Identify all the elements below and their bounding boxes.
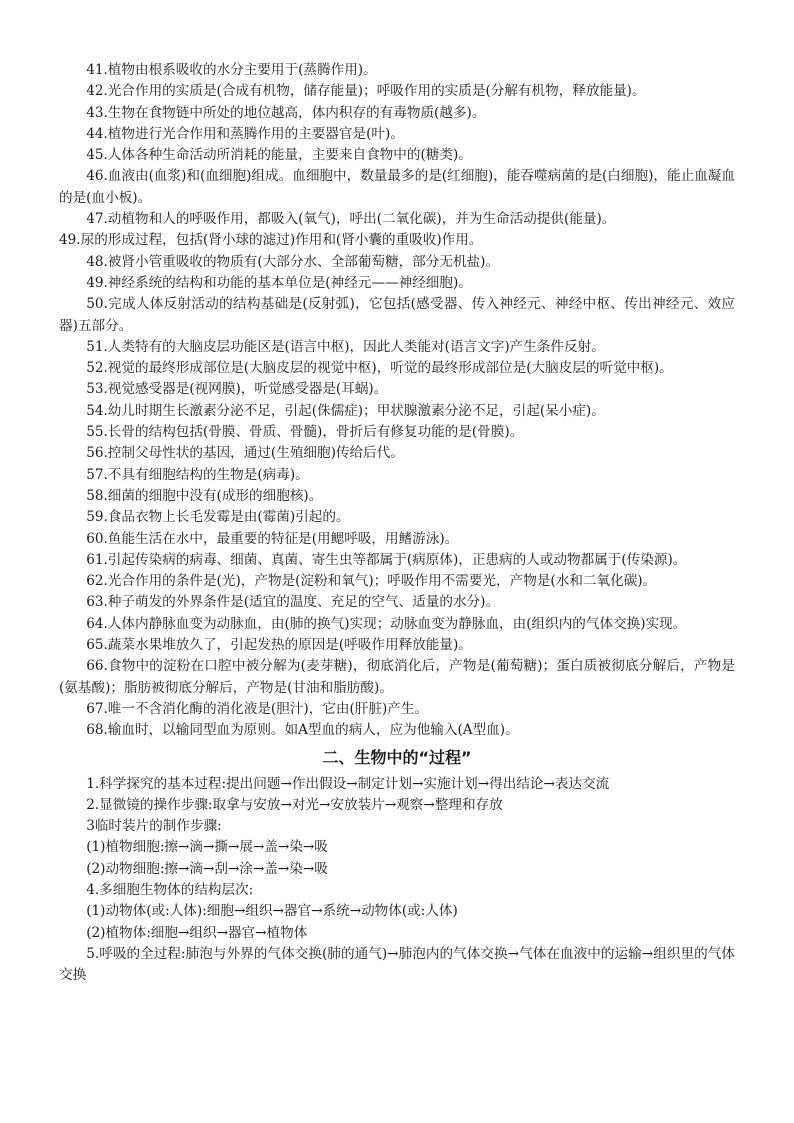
list-item: 60.鱼能生活在水中，最重要的特征是(用鳃呼吸，用鳍游泳)。 (86, 530, 459, 547)
list-item: 5.呼吸的全过程:肺泡与外界的气体交换(肺的通气)→肺泡内的气体交换→气体在血液中的运输→组织里的气体交换 (59, 945, 735, 984)
list-item: (2)动物细胞:擦→滴→刮→涂→盖→染→吸 (86, 860, 328, 877)
list-item: 42.光合作用的实质是(合成有机物，储存能量)；呼吸作用的实质是(分解有机物，释放能量)。 (86, 83, 646, 100)
list-item: 64.人体内静脉血变为动脉血，由(肺的换气)实现；动脉血变为静脉血，由(组织内的气体交换)实现。 (86, 615, 687, 632)
list-item: 55.长骨的结构包括(骨膜、骨质、骨髓)，骨折后有修复功能的是(骨膜)。 (86, 424, 524, 441)
list-item: 59.食品衣物上长毛发霉是由(霉菌)引起的。 (86, 509, 350, 526)
list-item: 45.人体各种生命活动所消耗的能量，主要来自食物中的(糖类)。 (86, 147, 472, 164)
list-item: 2.显微镜的操作步骤:取拿与安放→对光→安放装片→观察→整理和存放 (86, 796, 503, 813)
list-item: 52.视觉的最终形成部位是(大脑皮层的视觉中枢)，听觉的最终形成部位是(大脑皮层的听觉中枢)。 (86, 360, 673, 377)
list-item: 1.科学探究的基本过程:提出问题→作出假设→制定计划→实施计划→得出结论→表达交流 (86, 775, 610, 792)
knowledge-list-part1 (59, 60, 735, 742)
list-item: 54.幼儿时期生长激素分泌不足，引起(侏儒症)；甲状腺激素分泌不足，引起(呆小症)。 (86, 402, 605, 419)
list-item: 57.不具有细胞结构的生物是(病毒)。 (86, 466, 309, 483)
document-page (59, 60, 735, 986)
list-item: 44.植物进行光合作用和蒸腾作用的主要器官是(叶)。 (86, 125, 404, 142)
list-item: 43.生物在食物链中所处的地位越高，体内积存的有毒物质(越多)。 (86, 104, 486, 121)
list-item: 65.蔬菜水果堆放久了，引起发热的原因是(呼吸作用释放能量)。 (86, 637, 472, 654)
list-item: (1)植物细胞:擦→滴→撕→展→盖→染→吸 (86, 839, 328, 856)
list-item: 67.唯一不含消化酶的消化液是(胆汁)，它由(肝脏)产生。 (86, 700, 429, 717)
list-item: 61.引起传染病的病毒、细菌、真菌、寄生虫等都属于(病原体)，正患病的人或动物都属于(传染源)。 (86, 551, 687, 568)
list-item: (2)植物体:细胞→组织→器官→植物体 (86, 924, 308, 941)
list-item: 68.输血时，以输同型血为原则。如A型血的病人，应为他输入(A型血)。 (86, 722, 519, 739)
list-item: 53.视觉感受器是(视网膜)，听觉感受器是(耳蜗)。 (86, 381, 388, 398)
list-item: 46.血液由(血浆)和(血细胞)组成。血细胞中，数量最多的是(红细胞)，能吞噬病菌的是(白细胞)，能止血凝血的是(血小板)。 (59, 168, 735, 206)
list-item: 49.神经系统的结构和功能的基本单位是(神经元——神经细胞)。 (86, 274, 472, 291)
list-item: 4.多细胞生物体的结构层次: (86, 881, 254, 898)
list-item: 63.种子萌发的外界条件是(适宜的温度、充足的空气、适量的水分)。 (86, 594, 500, 611)
list-item: 3临时装片的制作步骤: (86, 818, 222, 835)
list-item: 56.控制父母性状的基因，通过(生殖细胞)传给后代。 (86, 445, 404, 462)
list-item: 58.细菌的细胞中没有(成形的细胞核)。 (86, 487, 323, 504)
list-item: 51.人类特有的大脑皮层功能区是(语言中枢)，因此人类能对(语言文字)产生条件反射。 (86, 338, 605, 355)
list-item: 66.食物中的淀粉在口腔中被分解为(麦芽糖)，彻底消化后，产物是(葡萄糖)；蛋白质被彻底分解后，产物是(氨基酸)；脂肪被彻底分解后，产物是(甘油和脂肪酸)。 (59, 658, 735, 696)
list-item: 47.动植物和人的呼吸作用，都吸入(氧气)，呼出(二氧化碳)，并为生命活动提供(能量)。 (86, 211, 616, 228)
list-item: 48.被肾小管重吸收的物质有(大部分水、全部葡萄糖，部分无机盐)。 (86, 253, 500, 270)
list-item: 62.光合作用的条件是(光)，产物是(淀粉和氧气)；呼吸作用不需要光，产物是(水和二氧化碳)。 (86, 573, 657, 590)
process-list-part2 (59, 774, 735, 987)
list-item: 49.尿的形成过程，包括(肾小球的滤过)作用和(肾小囊的重吸收)作用。 (59, 232, 483, 249)
list-item: 41.植物由根系吸收的水分主要用于(蒸腾作用)。 (86, 62, 377, 78)
list-item: (1)动物体(或:人体):细胞→组织→器官→系统→动物体(或:人体) (86, 903, 458, 920)
section-heading: 二、生物中的“过程” (322, 747, 472, 767)
list-item: 50.完成人体反射活动的结构基础是(反射弧)，它包括(感受器、传入神经元、神经中枢、传出神经元、效应器)五部分。 (59, 296, 735, 334)
